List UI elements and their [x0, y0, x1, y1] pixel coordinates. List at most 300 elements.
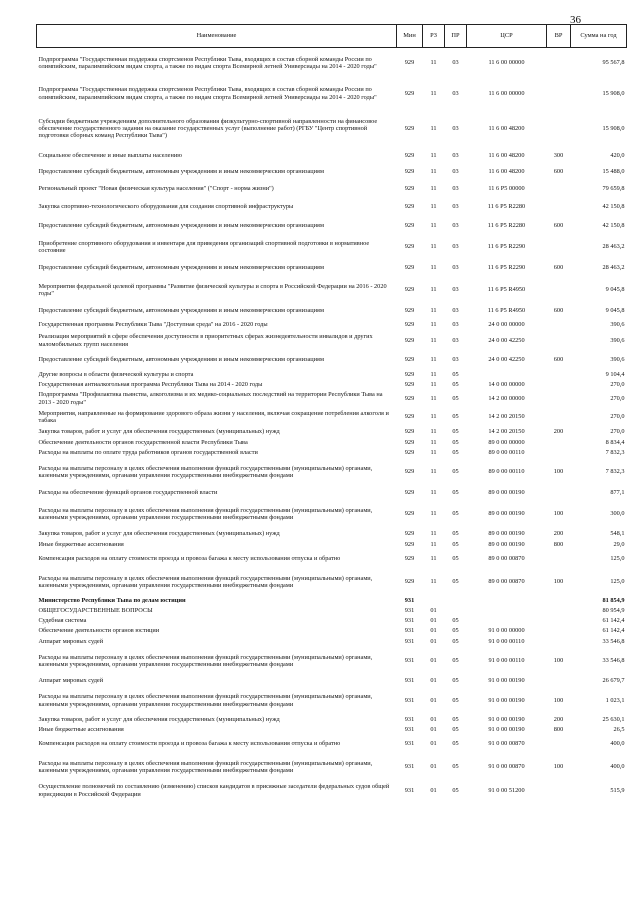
- row-pr: 03: [452, 89, 459, 97]
- row-name: Министерство Республики Тыва по делам юстиции: [38, 596, 186, 604]
- row-min: 929: [404, 380, 415, 388]
- row-csr: 11 6 00 00000: [488, 89, 525, 97]
- row-min: 931: [404, 696, 415, 704]
- row-pr: 05: [452, 488, 459, 496]
- row-min: 929: [404, 488, 415, 496]
- row-pr: 03: [452, 222, 459, 230]
- row-pr: 05: [452, 530, 459, 538]
- row-rz: 11: [430, 555, 437, 563]
- row-min: 931: [404, 676, 415, 684]
- row-pr: 03: [452, 336, 459, 344]
- row-vr: 100: [553, 468, 564, 476]
- row-name: Расходы на выплаты персоналу в целях обеспечения выполнения функций государственными (муниципальными) органами, казенными учреждениями, органами управления государственными внебюджетными фондами: [38, 759, 373, 774]
- row-vr: [547, 438, 571, 448]
- table-row: [37, 529, 627, 540]
- row-pr: 03: [452, 185, 459, 193]
- row-vr: [547, 110, 571, 148]
- row-vr: [547, 198, 571, 217]
- row-vr: 600: [553, 356, 564, 364]
- row-pr: 05: [452, 696, 459, 704]
- row-pr: 03: [452, 264, 459, 272]
- row-name: Расходы на обеспечение функций органов государственной власти: [38, 488, 218, 496]
- row-csr: 14 0 00 00000: [488, 380, 525, 388]
- row-csr: [467, 616, 547, 626]
- row-min: 931: [404, 657, 415, 665]
- row-sum: 28 463,2: [602, 243, 625, 251]
- row-pr: 05: [452, 786, 459, 794]
- row-sum: 9 045,8: [605, 286, 625, 294]
- row-name: Закупка товаров, работ и услуг для обеспечения государственных (муниципальных) нужд: [38, 530, 280, 538]
- row-name: Субсидии бюджетным учреждениям дополнительного образования физкультурно-спортивной направленности на финансовое обеспечение государственного задания на оказание государственных услуг (выполнение работ) (РГБУ "Центр спортивной подготовки сборных команд Республики Тыва"): [38, 117, 378, 140]
- table-row: [37, 500, 627, 529]
- row-vr: [547, 735, 571, 754]
- row-rz: 11: [430, 124, 437, 132]
- row-vr: [547, 236, 571, 259]
- row-rz: 11: [430, 286, 437, 294]
- row-pr: 03: [452, 356, 459, 364]
- row-vr: 100: [553, 657, 564, 665]
- header-min: Мин: [397, 25, 423, 48]
- row-pr: 05: [452, 725, 459, 733]
- row-rz: 11: [430, 151, 437, 159]
- row-min: 929: [404, 151, 415, 159]
- header-vr: ВР: [547, 25, 571, 48]
- row-min: 929: [404, 203, 415, 211]
- table-row: [37, 735, 627, 754]
- row-csr: 89 0 00 00110: [488, 468, 525, 476]
- row-pr: 05: [452, 715, 459, 723]
- row-name: Подпрограмма "Профилактика пьянства, алкоголизма и их медико-социальных последствий на территории Республики Тыва на 2013 - 2020 годы": [38, 391, 383, 406]
- row-pr: 05: [452, 413, 459, 421]
- row-vr: [547, 550, 571, 569]
- table-row: [37, 110, 627, 148]
- row-csr: 24 0 00 42250: [488, 356, 525, 364]
- row-vr: [547, 781, 571, 801]
- table-row: [37, 459, 627, 486]
- row-vr: [547, 181, 571, 198]
- row-rz: 11: [430, 168, 437, 176]
- row-name: Обеспечение деятельности органов юстиции: [38, 626, 160, 634]
- row-sum: 61 142,4: [602, 626, 625, 634]
- row-vr: 100: [553, 696, 564, 704]
- row-vr: [547, 331, 571, 351]
- table-row: [37, 675, 627, 687]
- row-vr: 200: [553, 715, 564, 723]
- row-sum: 8 834,4: [605, 438, 625, 446]
- row-pr: 05: [452, 380, 459, 388]
- table-row: [37, 715, 627, 725]
- row-pr: 05: [452, 438, 459, 446]
- row-sum: 9 045,8: [605, 307, 625, 315]
- row-sum: 25 630,1: [602, 715, 625, 723]
- header-rz: РЗ: [423, 25, 445, 48]
- row-rz: 11: [430, 243, 437, 251]
- row-pr: 03: [452, 286, 459, 294]
- table-row: [37, 303, 627, 320]
- table-row: [37, 320, 627, 331]
- row-vr: [547, 370, 571, 380]
- row-min: 929: [404, 394, 415, 402]
- row-name: Государственная антиалкогольная программа Республики Тыва на 2014 - 2020 годы: [38, 380, 263, 388]
- row-min: 929: [404, 370, 415, 378]
- table-row: [37, 754, 627, 781]
- row-rz: 11: [430, 59, 437, 67]
- row-vr: [547, 48, 571, 78]
- row-sum: 42 150,8: [602, 222, 625, 230]
- row-name: Приобретение спортивного оборудования и инвентаря для приведения организаций спортивной подготовки в нормативное состояние: [38, 239, 370, 254]
- row-sum: 400,0: [610, 763, 625, 771]
- table-row: [37, 164, 627, 181]
- table-row: [37, 486, 627, 500]
- row-rz: 11: [430, 468, 437, 476]
- table-row: [37, 427, 627, 438]
- row-vr: [547, 408, 571, 427]
- row-name: Мероприятия федеральной целевой программы "Развитие физической культуры и спорта в Российской Федерации на 2016 - 2020 годы": [38, 282, 387, 297]
- row-sum: 877,1: [610, 488, 625, 496]
- row-csr: 91 0 00 00110: [488, 637, 525, 645]
- row-pr: 03: [452, 151, 459, 159]
- row-min: 929: [404, 530, 415, 538]
- table-row: [37, 380, 627, 390]
- row-min: 929: [404, 168, 415, 176]
- row-pr: 05: [452, 616, 459, 624]
- table-row: [37, 259, 627, 278]
- row-min: 931: [404, 616, 415, 624]
- row-name: Предоставление субсидий бюджетным, автономным учреждениям и иным некоммерческим организациям: [38, 222, 324, 230]
- row-rz: 01: [430, 657, 437, 665]
- row-rz: 01: [430, 676, 437, 684]
- row-vr: 600: [553, 222, 564, 230]
- table-row: [37, 550, 627, 569]
- row-sum: 390,6: [610, 356, 625, 364]
- row-csr: 89 0 00 00190: [488, 540, 525, 548]
- table-row: [37, 725, 627, 735]
- row-min: 929: [404, 286, 415, 294]
- row-name: Осуществление полномочий по составлению (изменению) списков кандидатов в присяжные заседатели федеральных судов общей юрисдикции в Российской Федерации: [38, 783, 390, 798]
- row-vr: 800: [553, 725, 564, 733]
- row-sum: 300,0: [610, 510, 625, 518]
- row-name: Компенсация расходов на оплату стоимости проезда и провоза багажа к месту использования отпуска и обратно: [38, 740, 341, 748]
- row-sum: 15 908,0: [602, 89, 625, 97]
- row-sum: 125,0: [610, 578, 625, 586]
- row-rz: 01: [430, 740, 437, 748]
- row-vr: [547, 616, 571, 626]
- table-header-row: [37, 25, 627, 48]
- row-pr: 05: [452, 676, 459, 684]
- row-csr: 11 6 P5 R2280: [487, 222, 526, 230]
- row-min: 929: [404, 336, 415, 344]
- row-sum: 390,6: [610, 321, 625, 329]
- row-sum: 7 832,3: [605, 468, 625, 476]
- row-pr: 05: [452, 394, 459, 402]
- row-name: Государственная программа Республики Тыва "Доступная среда" на 2016 - 2020 годы: [38, 321, 268, 329]
- row-pr: 05: [452, 555, 459, 563]
- row-name: Аппарат мировых судей: [38, 676, 104, 684]
- row-csr: 91 0 00 00870: [488, 763, 525, 771]
- row-vr: [547, 606, 571, 616]
- row-rz: 01: [430, 626, 437, 634]
- row-csr: 91 0 00 00110: [488, 657, 525, 665]
- row-name: Судебная система: [38, 616, 87, 624]
- header-name: Наименование: [37, 25, 397, 48]
- table-row: [37, 448, 627, 459]
- row-min: 929: [404, 555, 415, 563]
- row-name: Другие вопросы в области физической культуры и спорта: [38, 370, 194, 378]
- row-vr: [547, 78, 571, 110]
- row-sum: 80 954,9: [602, 606, 625, 614]
- row-csr: 91 0 00 51200: [488, 786, 525, 794]
- row-min: 931: [404, 763, 415, 771]
- row-vr: 800: [553, 540, 564, 548]
- row-name: Аппарат мировых судей: [38, 637, 104, 645]
- row-rz: 01: [430, 763, 437, 771]
- row-vr: [547, 448, 571, 459]
- table-row: [37, 217, 627, 236]
- row-min: 931: [404, 715, 415, 723]
- row-vr: 100: [553, 578, 564, 586]
- table-row: [37, 351, 627, 370]
- table-row: [37, 648, 627, 675]
- row-pr: 05: [452, 510, 459, 518]
- row-vr: 100: [553, 510, 564, 518]
- row-vr: [547, 320, 571, 331]
- row-csr: 11 6 00 48200: [488, 151, 525, 159]
- row-rz: 01: [430, 696, 437, 704]
- table-row: [37, 626, 627, 636]
- row-rz: 11: [430, 370, 437, 378]
- row-pr: 05: [452, 626, 459, 634]
- row-sum: 270,0: [610, 394, 625, 402]
- row-min: 929: [404, 89, 415, 97]
- row-sum: 33 546,8: [602, 657, 625, 665]
- table-row: [37, 606, 627, 616]
- row-sum: 7 832,3: [605, 449, 625, 457]
- row-min: 929: [404, 124, 415, 132]
- row-vr: [547, 486, 571, 500]
- row-min: 929: [404, 356, 415, 364]
- row-csr: 89 0 00 00870: [488, 578, 525, 586]
- row-min: 929: [404, 510, 415, 518]
- row-rz: 11: [430, 203, 437, 211]
- row-csr: 14 2 00 00000: [488, 394, 525, 402]
- row-pr: 05: [452, 657, 459, 665]
- row-name: Мероприятия, направленные на формирование здорового образа жизни у населения, включая сокращение потребления алкоголя и табака: [38, 409, 389, 424]
- row-sum: 15 488,0: [602, 168, 625, 176]
- row-name: Расходы на выплаты персоналу в целях обеспечения выполнения функций государственными (муниципальными) органами, казенными учреждениями, органами управления государственными внебюджетными фондами: [38, 653, 373, 668]
- row-sum: 26 679,7: [602, 676, 625, 684]
- table-row: [37, 636, 627, 648]
- row-csr: 89 0 00 00190: [488, 510, 525, 518]
- row-pr: 03: [452, 203, 459, 211]
- row-rz: 11: [430, 336, 437, 344]
- row-name: Расходы на выплаты персоналу в целях обеспечения выполнения функций государственными (муниципальными) органами, казенными учреждениями, органами управления государственными внебюджетными фондами: [38, 506, 373, 521]
- row-rz: 11: [430, 321, 437, 329]
- row-csr: 91 0 00 00190: [488, 696, 525, 704]
- table-row: [37, 198, 627, 217]
- row-name: Расходы на выплаты персоналу в целях обеспечения выполнения функций государственными (муниципальными) органами, казенными учреждениями, органами управления государственными внебюджетными фондами: [38, 574, 373, 589]
- row-rz: 11: [430, 449, 437, 457]
- row-min: 929: [404, 578, 415, 586]
- row-min: 931: [404, 626, 415, 634]
- row-rz: 11: [430, 578, 437, 586]
- row-vr: [547, 636, 571, 648]
- row-csr: 91 0 00 00190: [488, 676, 525, 684]
- row-rz: 11: [430, 413, 437, 421]
- row-csr: 91 0 00 00190: [488, 725, 525, 733]
- row-pr: 05: [452, 370, 459, 378]
- row-name: ОБЩЕГОСУДАРСТВЕННЫЕ ВОПРОСЫ: [38, 606, 153, 614]
- row-vr: 600: [553, 168, 564, 176]
- row-csr: 11 6 00 48200: [488, 124, 525, 132]
- row-sum: 548,1: [610, 530, 625, 538]
- row-min: 929: [404, 222, 415, 230]
- row-sum: 61 142,4: [602, 616, 625, 624]
- row-name: Подпрограмма "Государственная поддержка спортсменов Республики Тыва, входящих в состав сборной команды России по олимпийским, паралимпийским видам спорта, а также по видам спорта Всемирной летней Универсиады на 2014 - 2020 годы": [38, 86, 377, 101]
- row-vr: 200: [553, 530, 564, 538]
- row-name: Расходы на выплаты персоналу в целях обеспечения выполнения функций государственными (муниципальными) органами, казенными учреждениями, органами управления государственными внебюджетными фондами: [38, 464, 373, 479]
- row-pr: 03: [452, 307, 459, 315]
- row-csr: [467, 596, 547, 606]
- row-min: 929: [404, 413, 415, 421]
- table-row: [37, 616, 627, 626]
- row-csr: 89 0 00 00000: [488, 438, 525, 446]
- row-csr: 11 6 P5 R2290: [487, 264, 526, 272]
- row-name: Иные бюджетные ассигнования: [38, 725, 124, 733]
- header-pr: ПР: [445, 25, 467, 48]
- row-rz: 11: [430, 89, 437, 97]
- table-row: [37, 596, 627, 606]
- row-rz: 11: [430, 428, 437, 436]
- row-pr: 05: [452, 449, 459, 457]
- row-pr: 05: [452, 740, 459, 748]
- row-rz: 11: [430, 264, 437, 272]
- row-name: Предоставление субсидий бюджетным, автономным учреждениям и иным некоммерческим организациям: [38, 307, 324, 315]
- row-min: 929: [404, 321, 415, 329]
- table-row: [37, 569, 627, 596]
- row-csr: 11 6 P5 R4950: [487, 307, 526, 315]
- row-csr: 11 6 P5 R2290: [487, 243, 526, 251]
- table-row: [37, 181, 627, 198]
- row-pr: 05: [452, 578, 459, 586]
- row-min: 931: [404, 606, 415, 614]
- row-vr: 200: [553, 428, 564, 436]
- row-csr: 11 6 P5 00000: [488, 185, 525, 193]
- row-min: 929: [404, 185, 415, 193]
- row-csr: [467, 606, 547, 616]
- row-csr: 14 2 00 20150: [488, 428, 525, 436]
- row-min: 929: [404, 307, 415, 315]
- row-sum: 42 150,8: [602, 203, 625, 211]
- row-pr: 03: [452, 59, 459, 67]
- row-csr: 89 0 00 00870: [488, 555, 525, 563]
- row-sum: 420,0: [610, 151, 625, 159]
- row-csr: 14 2 00 20150: [488, 413, 525, 421]
- row-vr: 600: [553, 264, 564, 272]
- row-sum: 1 023,1: [605, 696, 625, 704]
- row-csr: 11 6 P5 R4950: [487, 286, 526, 294]
- row-pr: 03: [452, 124, 459, 132]
- row-rz: [423, 596, 445, 606]
- table-row: [37, 687, 627, 715]
- row-pr: 05: [452, 428, 459, 436]
- row-sum: 28 463,2: [602, 264, 625, 272]
- row-name: Социальное обеспечение и иные выплаты населению: [38, 151, 182, 159]
- row-csr: 24 0 00 00000: [488, 321, 525, 329]
- table-row: [37, 540, 627, 550]
- table-body: [37, 48, 627, 801]
- row-sum: 29,0: [613, 540, 625, 548]
- row-min: 929: [404, 243, 415, 251]
- row-name: Расходы на выплаты персоналу в целях обеспечения выполнения функций государственными (муниципальными) органами, казенными учреждениями, органами управления государственными внебюджетными фондами: [38, 693, 373, 708]
- row-name: Предоставление субсидий бюджетным, автономным учреждениям и иным некоммерческим организациям: [38, 168, 324, 176]
- row-min: 929: [404, 449, 415, 457]
- row-sum: 270,0: [610, 413, 625, 421]
- row-sum: 9 104,4: [605, 370, 625, 378]
- row-rz: 01: [430, 606, 437, 614]
- table-row: [37, 331, 627, 351]
- row-rz: 11: [430, 438, 437, 446]
- row-csr: 11 6 00 00000: [488, 59, 525, 67]
- row-name: Компенсация расходов на оплату стоимости проезда и провоза багажа к месту использования отпуска и обратно: [38, 555, 341, 563]
- table-row: [37, 390, 627, 408]
- row-name: Иные бюджетные ассигнования: [38, 540, 124, 548]
- row-rz: 11: [430, 394, 437, 402]
- row-pr: 03: [452, 321, 459, 329]
- header-sum: Сумма на год: [571, 25, 627, 48]
- row-rz: 11: [430, 307, 437, 315]
- row-name: Закупка товаров, работ и услуг для обеспечения государственных (муниципальных) нужд: [38, 428, 280, 436]
- row-name: Предоставление субсидий бюджетным, автономным учреждениям и иным некоммерческим организациям: [38, 356, 324, 364]
- row-csr: 11 6 00 48200: [488, 168, 525, 176]
- table-row: [37, 236, 627, 259]
- row-sum: 26,5: [613, 725, 625, 733]
- row-min: 929: [404, 59, 415, 67]
- row-sum: 125,0: [610, 555, 625, 563]
- row-pr: 05: [452, 763, 459, 771]
- row-rz: 11: [430, 488, 437, 496]
- row-min: 931: [404, 725, 415, 733]
- row-csr: [467, 370, 547, 380]
- row-sum: 33 546,8: [602, 637, 625, 645]
- row-rz: 01: [430, 637, 437, 645]
- table-row: [37, 370, 627, 380]
- row-rz: 11: [430, 380, 437, 388]
- row-name: Обеспечение деятельности органов государственной власти Республики Тыва: [38, 438, 248, 446]
- table-row: [37, 78, 627, 110]
- table-row: [37, 781, 627, 801]
- row-min: 929: [404, 468, 415, 476]
- row-pr: [445, 606, 467, 616]
- row-min: 929: [404, 264, 415, 272]
- row-pr: [445, 596, 467, 606]
- row-sum: 270,0: [610, 428, 625, 436]
- row-vr: [547, 278, 571, 303]
- row-rz: 11: [430, 540, 437, 548]
- row-sum: 15 908,0: [602, 124, 625, 132]
- row-name: Закупка спортивно-технологического оборудования для создания спортивной инфраструктуры: [38, 203, 294, 211]
- row-rz: 11: [430, 222, 437, 230]
- row-csr: 11 6 P5 R2280: [487, 203, 526, 211]
- row-name: Предоставление субсидий бюджетным, автономным учреждениям и иным некоммерческим организациям: [38, 264, 324, 272]
- row-csr: 89 0 00 00190: [488, 530, 525, 538]
- row-csr: 91 0 00 00870: [488, 740, 525, 748]
- row-sum: 400,0: [610, 740, 625, 748]
- row-vr: [547, 390, 571, 408]
- row-csr: 24 0 00 42250: [488, 336, 525, 344]
- row-name: Закупка товаров, работ и услуг для обеспечения государственных (муниципальных) нужд: [38, 715, 280, 723]
- row-rz: 01: [430, 786, 437, 794]
- row-name: Подпрограмма "Государственная поддержка спортсменов Республики Тыва, входящих в состав сборной команды России по олимпийским, паралимпийским видам спорта, а также по видам спорта Всемирной летней Универсиады на 2014 - 2020 годы": [38, 55, 377, 70]
